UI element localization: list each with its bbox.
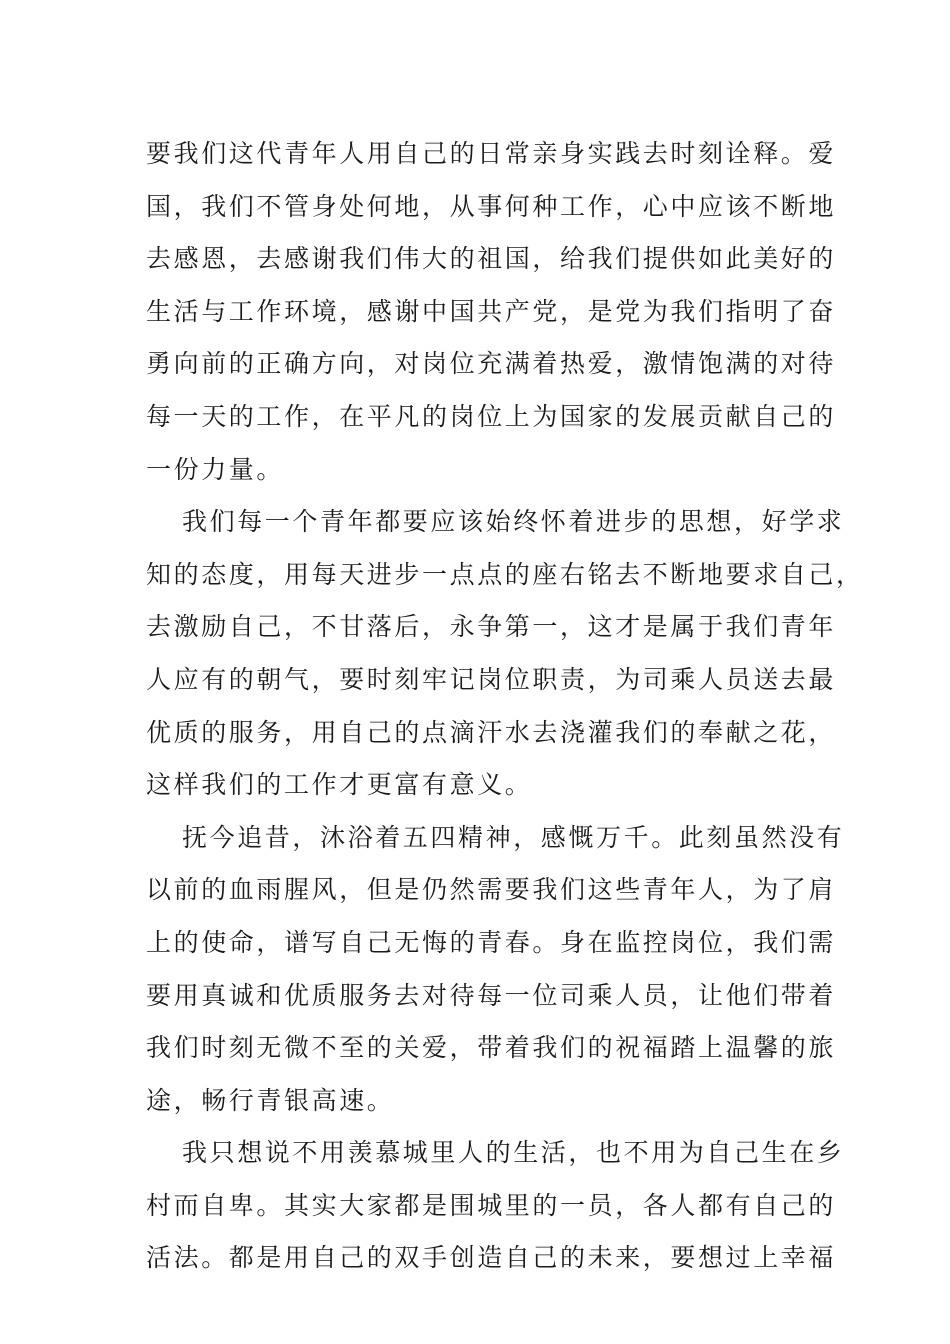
text-line: 勇向前的正确方向，对岗位充满着热爱，激情饱满的对待 bbox=[146, 349, 837, 379]
text-line: 每一天的工作，在平凡的岗位上为国家的发展贡献自己的 bbox=[146, 401, 837, 431]
text-line: 优质的服务，用自己的点滴汗水去浇灌我们的奉献之花， bbox=[146, 717, 837, 747]
text-line: 知的态度，用每天进步一点点的座右铭去不断地要求自己， bbox=[146, 559, 864, 589]
text-line: 村而自卑。其实大家都是围城里的一员，各人都有自己的 bbox=[146, 1190, 837, 1220]
text-line: 一份力量。 bbox=[146, 454, 285, 484]
paragraph-1 bbox=[146, 128, 837, 496]
text-line: 要我们这代青年人用自己的日常亲身实践去时刻诠释。爱 bbox=[146, 139, 837, 168]
text-line: 上的使命，谱写自己无悔的青春。身在监控岗位，我们需 bbox=[146, 927, 837, 957]
paragraph-2 bbox=[146, 496, 864, 812]
text-line: 生活与工作环境，感谢中国共产党，是党为我们指明了奋 bbox=[146, 296, 837, 326]
text-line: 要用真诚和优质服务去对待每一位司乘人员，让他们带着 bbox=[146, 980, 837, 1010]
document-body bbox=[146, 128, 864, 1285]
text-line: 去激励自己，不甘落后，永争第一，这才是属于我们青年 bbox=[146, 612, 837, 642]
paragraph-3 bbox=[146, 812, 845, 1128]
text-line: 去感恩，去感谢我们伟大的祖国，给我们提供如此美好的 bbox=[146, 244, 837, 274]
text-line: 人应有的朝气，要时刻牢记岗位职责，为司乘人员送去最 bbox=[146, 664, 837, 694]
text-line: 国，我们不管身处何地，从事何种工作，心中应该不断地 bbox=[146, 191, 837, 221]
text-line: 这样我们的工作才更富有意义。 bbox=[146, 770, 533, 800]
text-line: 我们时刻无微不至的关爱，带着我们的祝福踏上温馨的旅 bbox=[146, 1033, 837, 1063]
text-line: 抚今追昔，沐浴着五四精神，感慨万千。此刻虽然没有 bbox=[182, 822, 845, 852]
text-line: 我们每一个青年都要应该始终怀着进步的思想，好学求 bbox=[182, 507, 845, 537]
text-line: 以前的血雨腥风，但是仍然需要我们这些青年人，为了肩 bbox=[146, 875, 837, 905]
text-line: 活法。都是用自己的双手创造自己的未来，要想过上幸福 bbox=[146, 1243, 837, 1273]
text-line: 我只想说不用羡慕城里人的生活，也不用为自己生在乡 bbox=[182, 1138, 845, 1168]
text-line: 途，畅行青银高速。 bbox=[146, 1085, 395, 1115]
paragraph-4 bbox=[146, 1127, 845, 1285]
